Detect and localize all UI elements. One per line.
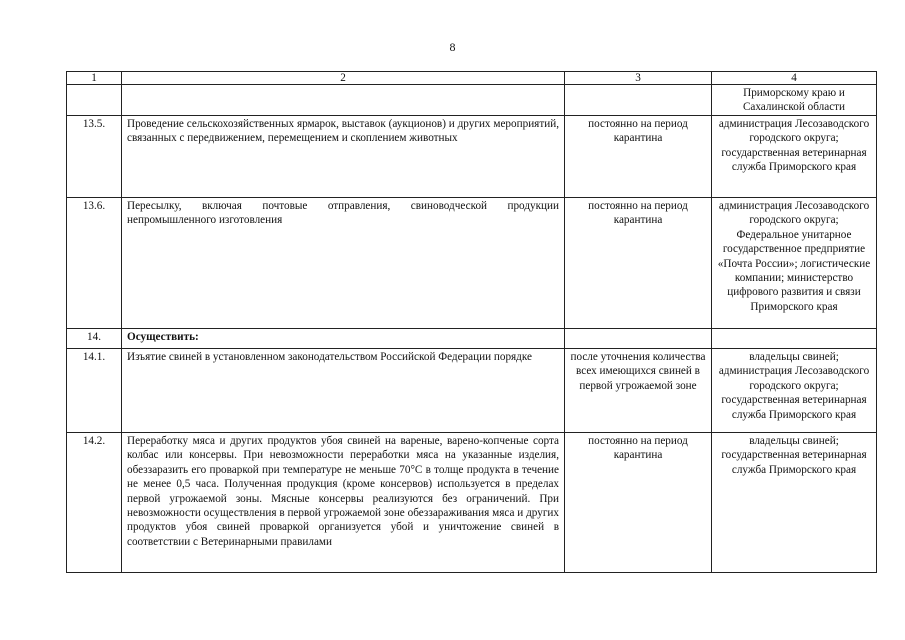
table-row	[67, 116, 877, 198]
table-header-row	[67, 72, 877, 85]
row-term: после уточнения количества всех имеющихся свиней в первой угрожаемой зоне	[565, 349, 712, 433]
row-term	[565, 85, 712, 116]
row-term: постоянно на период карантина	[565, 198, 712, 329]
row-responsible: владельцы свиней; государственная ветеринарная служба Приморского края	[712, 433, 877, 573]
row-responsible: Приморскому краю и Сахалинской области	[712, 85, 877, 116]
row-responsible: администрация Лесозаводского городского округа; Федеральное унитарное государственное предприятие «Почта России»; логистические компании; министерство цифрового развития и связи Приморского края	[712, 198, 877, 329]
column-header-2: 2	[122, 72, 565, 85]
row-term: постоянно на период карантина	[565, 116, 712, 198]
row-term	[565, 329, 712, 349]
row-number	[67, 85, 122, 116]
row-measure: Пересылку, включая почтовые отправления, свиноводческой продукции непромышленного изготовления	[122, 198, 565, 329]
row-measure: Переработку мяса и других продуктов убоя свиней на вареные, варено-копченые сорта колбас или консервы. При невозможности переработки мяса на указанные изделия, обеззаразить его проваркой при температуре не меньше 70°С в толще продукта в течение не менее 0,5 часа. Полученная продукция (кроме консервов) используется в пределах первой угрожаемой зоны. Мясные консервы реализуются без ограничений. При невозможности осуществления в первой угрожаемой зоне обеззараживания мяса и других продуктов убоя свиней проваркой организуется убой и уничтожение свиней в соответствии с Ветеринарными правилами	[122, 433, 565, 573]
column-header-1: 1	[67, 72, 122, 85]
row-number: 13.5.	[67, 116, 122, 198]
row-number: 14.	[67, 329, 122, 349]
column-header-3: 3	[565, 72, 712, 85]
row-term: постоянно на период карантина	[565, 433, 712, 573]
row-responsible	[712, 329, 877, 349]
table-row	[67, 433, 877, 573]
row-number: 14.1.	[67, 349, 122, 433]
column-header-4: 4	[712, 72, 877, 85]
table-row	[67, 329, 877, 349]
row-measure: Изъятие свиней в установленном законодательством Российской Федерации порядке	[122, 349, 565, 433]
table-row	[67, 349, 877, 433]
page-number: 8	[449, 40, 456, 54]
row-measure: Осуществить:	[122, 329, 565, 349]
row-responsible: администрация Лесозаводского городского округа; государственная ветеринарная служба Приморского края	[712, 116, 877, 198]
row-measure: Проведение сельскохозяйственных ярмарок, выставок (аукционов) и других мероприятий, связанных с передвижением, перемещением и скоплением животных	[122, 116, 565, 198]
row-responsible: владельцы свиней; администрация Лесозаводского городского округа; государственная ветеринарная служба Приморского края	[712, 349, 877, 433]
row-number: 13.6.	[67, 198, 122, 329]
measures-table	[66, 71, 877, 573]
row-measure	[122, 85, 565, 116]
row-number: 14.2.	[67, 433, 122, 573]
table-row	[67, 198, 877, 329]
table-row	[67, 85, 877, 116]
